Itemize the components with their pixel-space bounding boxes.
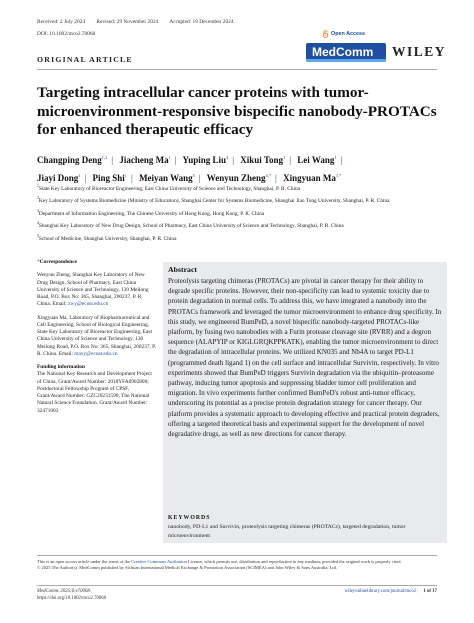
license-link[interactable]: Creative Commons Attribution: [131, 559, 187, 564]
author[interactable]: Changping Deng$^{1,2}$: [37, 155, 108, 165]
affiliation: $^2$Key Laboratory of Systems Biomedicine (Ministry of Education), Shanghai Center for Systems Biomedicine, Shanghai Jiao Tong University, Shanghai, P. R. China: [37, 196, 390, 205]
author[interactable]: Xingyuan $Ma^{1,*}$: [283, 173, 342, 183]
author[interactable]: Wenyun Zheng$^{4,*}$: [206, 173, 272, 183]
license-notice: This is an open access article under the terms of the Creative Commons Attribution License, which permits use, distribution and reproduction in any medium, provided the original work is properly cited. © 2025 The Author(s). MedComm published by Sichuan International Medical Exchange & Promotion Association (SCIMEA) and John Wiley & Sons Australia, Ltd.: [37, 559, 402, 571]
footer-right: wileyonlinelibrary.com/journal/mco2 | 1 of 17: [344, 589, 437, 594]
abstract-text: Proteolysis targeting chimeras (PROTACs) are pivotal in cancer therapy for their ability to degrade specific proteins. However, their non-specificity can lead to systemic toxicity due to protein degradation in normal cells. To address this, we have integrated a nanobody into the PROTACs framework and leveraged the tumor microenvironment to enhance drug specificity. In this study, we engineered BumPeD, a novel bispecific nanobody-targeted PROTACs-like platform, by fusing two nanobodies with a Furin protease cleavage site (RVRR) and a degron sequence (ALAPYIP or KIGLGRQKPPKATK), enabling the tumor microenvironment to direct the degradation of intracellular proteins. We utilized KN035 and Nb4A to target PD-L1 (programmed death ligand 1) on the cell surface and intracellular Survivin, respectively. In vitro experiments showed that BumPeD triggers Survivin degradation via the ubiquitin–proteasome pathway, inducing tumor apoptosis and suppressing bladder tumor cell proliferation and migration. In vivo experiments further confirmed BumPeD's robust anti-tumor efficacy, underscoring its potential as a precise protein degradation strategy for cancer therapy. Our platform provides a systematic approach to developing effective and practical protein degraders, offering a targeted theoretical basis and experimental support for the development of novel degradative drugs, as well as new directions for cancer therapy.: [168, 277, 442, 439]
author-line-2: Jiayi Dong$^1$ | Ping Shi$^1$ | Meiyan Wang$^5$ | Wenyun Zheng$^{4,*}$ | Xingyuan $Ma^{1,*}$: [37, 173, 342, 183]
revised-date: Revised: 29 November 2024: [96, 19, 159, 25]
funding-heading: Funding information: [37, 364, 85, 370]
author[interactable]: Lei Wang$^1$: [297, 155, 337, 165]
article-title: Targeting intracellular cancer proteins with tumor-microenvironment-responsive bispecific nanobody-PROTACs for enhanced therapeutic efficacy: [37, 84, 437, 138]
author[interactable]: Yuping Liu$^4$: [182, 155, 229, 165]
affiliation: $^3$Department of Information Engineering, The Chinese University of Hong Kong, Hong Kong, P. R. China: [37, 208, 265, 217]
author[interactable]: Xikui Tong$^1$: [240, 155, 286, 165]
correspondence-heading: *Correspondence: [37, 259, 77, 265]
open-access-lock-icon: [322, 30, 329, 38]
medcomm-logo-text: MedComm: [312, 45, 374, 59]
journal-citation: MedComm. 2025;6:e70068.: [37, 589, 91, 594]
medcomm-logo-stripe: [306, 59, 386, 62]
email-link-2[interactable]: maxy@ecust.edu.cn: [74, 350, 118, 357]
side-column: [37, 259, 156, 421]
wiley-logo[interactable]: WILEY: [392, 44, 447, 59]
header-divider: [37, 69, 437, 70]
article-type: ORIGINAL ARTICLE: [37, 55, 133, 64]
article-doi[interactable]: DOI: 10.1002/mco2.70068: [37, 31, 96, 37]
author[interactable]: Jiacheng Ma$^1$: [119, 155, 171, 165]
keywords-text: nanobody, PD-L1 and Survivin, proteolysis targeting chimeras (PROTACs), targeted degradation, tumor microenvironment: [168, 524, 406, 539]
author-list: [37, 150, 457, 186]
author[interactable]: Jiayi Dong$^1$: [37, 173, 81, 183]
affiliation-list: [37, 183, 457, 245]
footer-divider-2: [37, 585, 437, 586]
footer-divider: [37, 555, 437, 556]
keywords-heading: KEYWORDS: [168, 515, 211, 521]
page-number: 1 of 17: [423, 589, 437, 594]
affiliation: $^5$School of Medicine, Shanghai University, Shanghai, P. R. China: [37, 233, 177, 242]
citation-block: [37, 589, 106, 602]
accepted-date: Accepted: 19 December 2024: [169, 19, 234, 25]
funding-text: The National Key Research and Development Project of China, Grant/Award Number: 2018YFA0902800; Postdoctoral Fellowship Program of CPSF, Grant/Award Number: GZC20231596; The National Natural Science Foundation, Grant/Award Number: 32471003: [37, 371, 152, 414]
medcomm-logo[interactable]: [306, 43, 386, 62]
journal-site-link[interactable]: wileyonlinelibrary.com/journal/mco2: [344, 589, 417, 594]
correspondence-entry-1: Wenyun Zheng, Shanghai Key Laboratory of New Drug Design, School of Pharmacy, East China University of Science and Technology, 130 Meilong Road, P.O. Box No: 365, Shanghai, 200237, P. R. China. Email: zwy@ecust.edu.cn: [37, 272, 149, 308]
open-access-label: Open Access: [331, 31, 365, 37]
received-dates: [37, 19, 244, 25]
abstract-heading: Abstract: [168, 265, 198, 274]
copyright-text: © 2025 The Author(s). MedComm published by Sichuan International Medical Exchange & Promotion Association (SCIMEA) and John Wiley & Sons Australia, Ltd.: [37, 565, 338, 571]
received-date: Received: 2 July 2024: [37, 19, 86, 25]
doi-link[interactable]: https://doi.org/10.1002/mco2.70068: [37, 595, 107, 601]
author[interactable]: Meiyan Wang$^5$: [139, 173, 195, 183]
affiliation: $^4$Shanghai Key Laboratory of New Drug Design, School of Pharmacy, East China University of Science and Technology, Shanghai, P. R. China: [37, 221, 344, 229]
author[interactable]: Ping Shi$^1$: [92, 173, 127, 183]
affiliation: $^1$State Key Laboratory of Bioreactor Engineering, East China University of Science and Technology, Shanghai, P. R. China: [37, 184, 301, 192]
author-line-1: Changping Deng$^{1,2}$ | Jiacheng Ma$^1$ | Yuping Liu$^4$ | Xikui Tong$^1$ | Lei Wang$^1$ |: [37, 155, 343, 165]
email-link-1[interactable]: zwy@ecust.edu.cn: [68, 301, 109, 308]
correspondence-entry-2: Xingyuan Ma, Laboratory of Biopharmaceutical and Cell Engineering, School of Biological Engineering, State Key Laboratory of Bioreactor Engineering, East China University of Science and Technology, 130 Meilong Road, P.O. Box No: 365, Shanghai, 200237, P. R. China. Email: maxy@ecust.edu.cn: [37, 314, 156, 357]
